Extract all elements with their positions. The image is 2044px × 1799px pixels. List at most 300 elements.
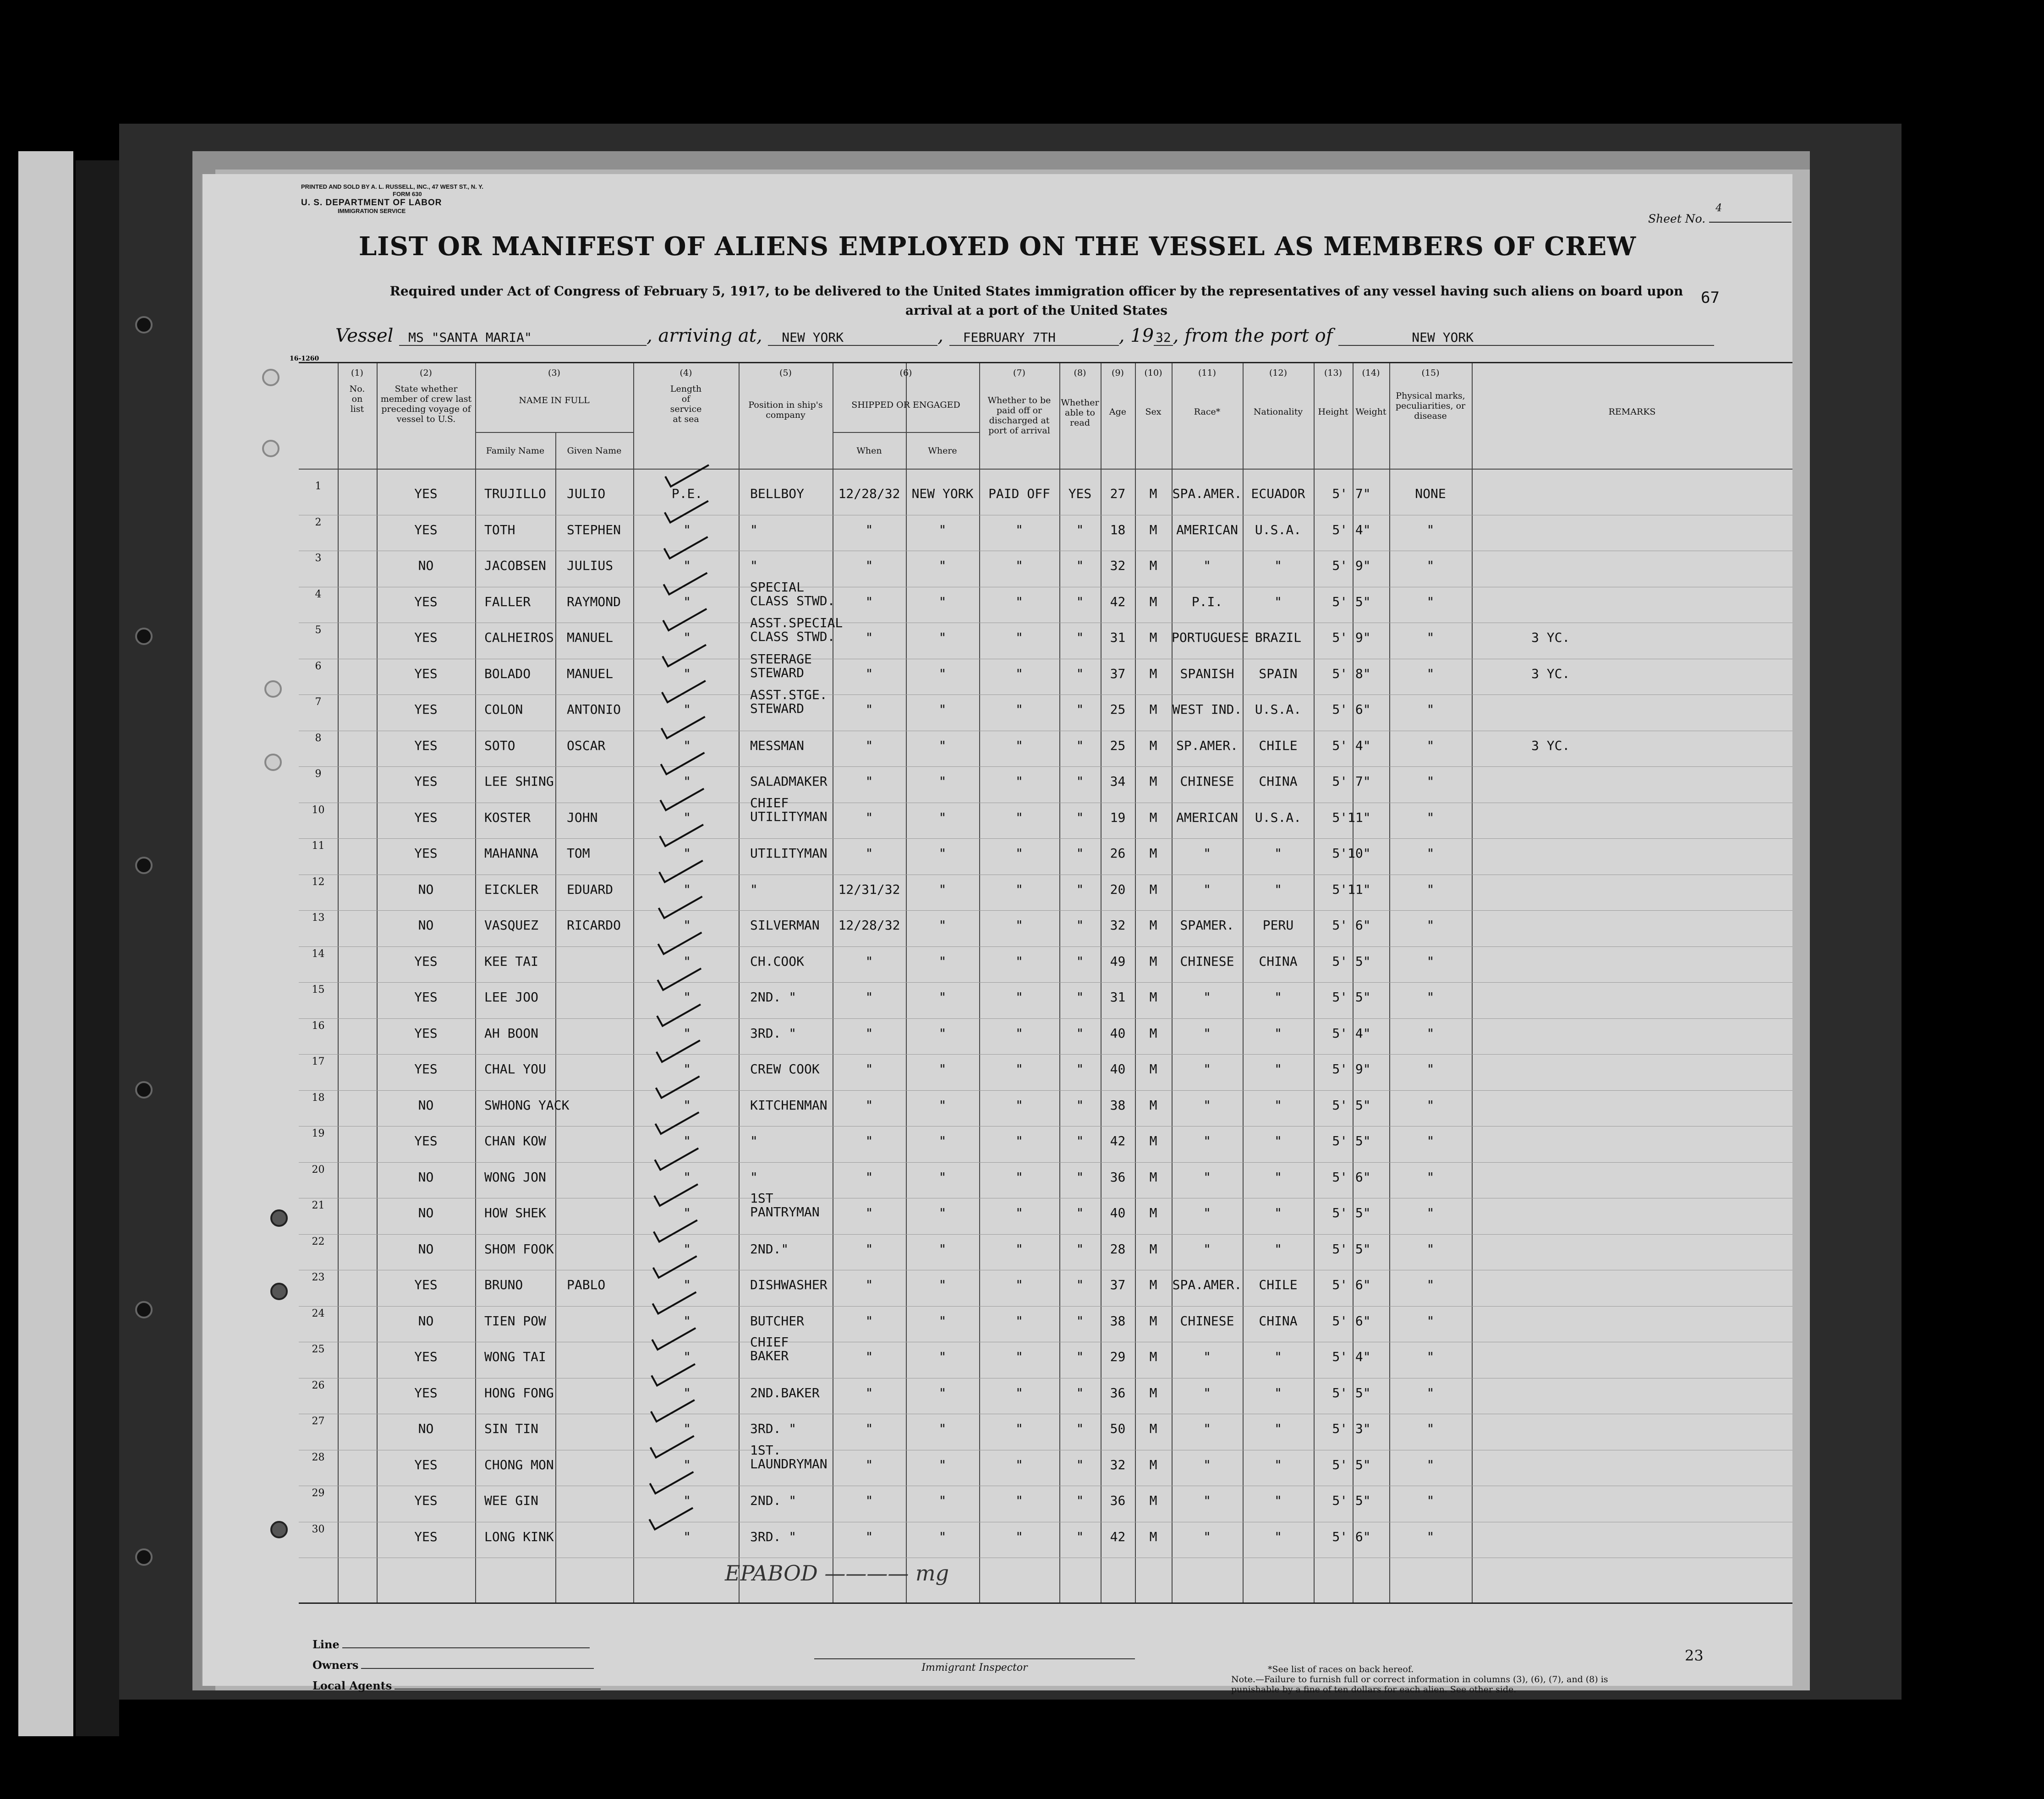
cell-given: MANUEL [567,630,614,645]
cell-age: 36 [1110,1493,1126,1508]
cell-height: 5'10" [1332,846,1371,861]
cell-service: " [683,1133,691,1148]
penalty-note: Note.—Failure to furnish full or correct information in columns (3), (6), (7), and (8) is punishable by a fine of ten dollars for each alien. See other side. [1231,1674,1608,1695]
cell-race: " [1203,1241,1211,1257]
tally-check [660,789,704,810]
cell-marks: " [1426,846,1435,861]
cell-family: VASQUEZ [484,918,539,933]
cell-read: " [1076,918,1084,933]
cell-family: BRUNO [484,1277,523,1292]
cell-prev: YES [414,990,438,1005]
form-code: 16-1260 [290,355,319,362]
cell-where: " [938,1098,947,1113]
cell-read: " [1076,1385,1084,1400]
cell-nat: " [1274,990,1282,1005]
cell-read: " [1076,1277,1084,1292]
cell-sex: M [1149,954,1157,969]
cell-where: " [938,1313,947,1329]
cell-service: " [683,1061,691,1077]
cell-prev: NO [418,1205,434,1220]
cell-family: CHAN KOW [484,1133,546,1148]
cell-height: 5' 4" [1332,738,1371,753]
cell-no: 29 [312,1487,325,1499]
cell-read: " [1076,630,1084,645]
tally-check [663,645,706,667]
cell-height: 5' 4" [1332,1349,1371,1364]
cell-service: " [683,1529,691,1544]
cell-race: SPAMER. [1180,918,1234,933]
header-c9_num: (9) [1112,368,1124,378]
cell-sex: M [1149,918,1157,933]
cell-given: EDUARD [567,882,614,897]
cell-marks: " [1426,1277,1435,1292]
cell-no: 1 [315,481,322,492]
cell-paid: " [1015,1241,1023,1257]
cell-paid: " [1015,1421,1023,1436]
cell-when: " [865,774,873,789]
cell-height: 5'11" [1332,810,1371,825]
cell-paid: " [1015,1313,1023,1329]
cell-when: " [865,810,873,825]
cell-read: " [1076,1493,1084,1508]
form-number: FORM 630 [393,191,422,197]
header-c7_num: (7) [1013,368,1025,378]
cell-sex: M [1149,810,1157,825]
cell-service: " [683,1277,691,1292]
cell-age: 36 [1110,1385,1126,1400]
cell-nat: CHINA [1259,774,1298,789]
cell-no: 12 [312,876,325,888]
cell-paid: " [1015,1205,1023,1220]
cell-family: WONG TAI [484,1349,546,1364]
cell-paid: " [1015,1098,1023,1113]
header-c14_num: (14) [1362,368,1380,378]
handwritten-annotation: EPABOD ———— mg [725,1561,949,1586]
cell-family: TOTH [484,522,515,537]
cell-position: " [750,522,758,537]
cell-family: HOW SHEK [484,1205,546,1220]
cell-position: STEERAGE STEWARD [750,651,812,680]
cell-when: " [865,1349,873,1364]
cell-race: " [1203,1133,1211,1148]
cell-height: 5' 9" [1332,558,1371,573]
tally-check [653,1256,697,1278]
cell-family: CHAL YOU [484,1061,546,1077]
cell-marks: " [1426,558,1435,573]
cell-paid: " [1015,666,1023,681]
tally-check [664,537,708,558]
cell-given: TOM [567,846,590,861]
cell-where: " [938,1061,947,1077]
tally-checkmarks [203,174,1792,1686]
header-c14: Weight [1355,407,1386,417]
header-c1_num: (1) [351,368,363,378]
cell-when: " [865,1098,873,1113]
cell-marks: " [1426,774,1435,789]
cell-family: TRUJILLO [484,486,546,501]
cell-where: " [938,702,947,717]
cell-height: 5' 5" [1332,1493,1371,1508]
cell-nat: " [1274,1133,1282,1148]
cell-position: CHIEF BAKER [750,1334,789,1363]
cell-read: " [1076,558,1084,573]
cell-read: YES [1068,486,1092,501]
cell-given: RICARDO [567,918,621,933]
cell-nat: " [1274,846,1282,861]
cell-when: " [865,558,873,573]
cell-where: " [938,1205,947,1220]
cell-remarks: 3 YC. [1531,738,1570,753]
cell-height: 5' 7" [1332,774,1371,789]
cell-race: " [1203,1493,1211,1508]
cell-where: " [938,558,947,573]
from-label: , from the port of [1173,325,1333,346]
cell-age: 37 [1110,666,1126,681]
cell-race: SPA.AMER. [1172,486,1242,501]
cell-paid: " [1015,738,1023,753]
cell-position: " [750,1133,758,1148]
cell-given: JULIUS [567,558,614,573]
stamp-code: 67 [1701,289,1720,307]
cell-position: KITCHENMAN [750,1098,827,1113]
cell-service: " [683,1349,691,1364]
cell-read: " [1076,666,1084,681]
header-c3_num: (3) [548,368,560,378]
cell-family: WONG JON [484,1170,546,1185]
cell-where: " [938,1241,947,1257]
cell-nat: " [1274,1529,1282,1544]
cell-prev: YES [414,630,438,645]
cell-sex: M [1149,558,1157,573]
cell-age: 27 [1110,486,1126,501]
header-c12: Nationality [1253,407,1303,417]
cell-sex: M [1149,1349,1157,1364]
page-subtitle: Required under Act of Congress of February 5, 1917, to be delivered to the United States immigration officer by the representatives of any vessel having such aliens on board upon arrival at a port of the United States [389,284,1683,318]
cell-age: 38 [1110,1313,1126,1329]
cell-prev: YES [414,1529,438,1544]
cell-sex: M [1149,1421,1157,1436]
cell-sex: M [1149,1277,1157,1292]
cell-position: DISHWASHER [750,1277,827,1292]
cell-position: UTILITYMAN [750,846,827,861]
page-title: LIST OR MANIFEST OF ALIENS EMPLOYED ON THE VESSEL AS MEMBERS OF CREW [358,231,1637,262]
cell-service: " [683,954,691,969]
cell-where: " [938,1026,947,1041]
header-c5_num: (5) [779,368,792,378]
header-c6a: When [856,446,882,456]
tally-check [662,717,705,738]
cell-marks: " [1426,1457,1435,1472]
cell-race: " [1203,990,1211,1005]
cell-race: AMERICAN [1176,522,1238,537]
cell-no: 28 [312,1452,325,1463]
cell-when: " [865,1133,873,1148]
cell-paid: " [1015,702,1023,717]
service-name: IMMIGRATION SERVICE [338,208,406,214]
cell-no: 11 [312,840,325,852]
cell-position: BELLBOY [750,486,805,501]
cell-nat: " [1274,1349,1282,1364]
cell-given: PABLO [567,1277,606,1292]
cell-when: " [865,594,873,609]
cell-service: " [683,594,691,609]
header-c15_num: (15) [1421,368,1440,378]
cell-sex: M [1149,1313,1157,1329]
cell-height: 5' 4" [1332,522,1371,537]
cell-read: " [1076,990,1084,1005]
cell-family: WEE GIN [484,1493,539,1508]
year-prefix: , 19 [1118,325,1154,346]
cell-marks: " [1426,630,1435,645]
tally-check [658,933,701,954]
immigrant-inspector-signature: Immigrant Inspector [814,1658,1135,1673]
cell-sex: M [1149,1205,1157,1220]
cell-age: 18 [1110,522,1126,537]
cell-marks: " [1426,738,1435,753]
cell-prev: NO [418,1241,434,1257]
cell-when: " [865,990,873,1005]
cell-prev: YES [414,1061,438,1077]
tally-check [652,1328,696,1350]
cell-read: " [1076,810,1084,825]
cell-nat: " [1274,1205,1282,1220]
cell-no: 10 [312,804,325,816]
cell-age: 49 [1110,954,1126,969]
header-c7: Whether to be paid off or discharged at port of arrival [987,395,1051,436]
cell-age: 28 [1110,1241,1126,1257]
header-c4_num: (4) [680,368,692,378]
cell-service: " [683,1385,691,1400]
agents-field [395,1689,601,1690]
cell-race: P.I. [1191,594,1223,609]
cell-family: HONG FONG [484,1385,554,1400]
cell-prev: YES [414,810,438,825]
cell-position: 3RD. " [750,1421,797,1436]
cell-prev: YES [414,486,438,501]
cell-age: 25 [1110,738,1126,753]
cell-age: 36 [1110,1170,1126,1185]
cell-sex: M [1149,882,1157,897]
cell-race: SPANISH [1180,666,1234,681]
cell-no: 13 [312,912,325,924]
cell-age: 40 [1110,1061,1126,1077]
cell-no: 7 [315,696,322,708]
cell-prev: NO [418,558,434,573]
cell-no: 20 [312,1164,325,1176]
binder-hole [135,628,153,645]
cell-height: 5' 5" [1332,954,1371,969]
cell-paid: " [1015,1061,1023,1077]
cell-where: " [938,666,947,681]
header-c13: Height [1318,407,1348,417]
cell-position: MESSMAN [750,738,805,753]
cell-paid: " [1015,594,1023,609]
cell-service: " [683,774,691,789]
cell-position: SALADMAKER [750,774,827,789]
cell-prev: YES [414,522,438,537]
cell-where: " [938,1529,947,1544]
cell-race: " [1203,1026,1211,1041]
cell-where: " [938,594,947,609]
tally-check [655,1112,699,1134]
cell-paid: " [1015,1133,1023,1148]
cell-when: " [865,1205,873,1220]
cell-where: " [938,1385,947,1400]
header-c15: Physical marks, peculiarities, or disease [1395,391,1466,421]
cell-when: " [865,1313,873,1329]
cell-given: STEPHEN [567,522,621,537]
cell-marks: " [1426,882,1435,897]
cell-nat: CHINA [1259,954,1298,969]
sheet-number-value: 4 [1715,202,1722,214]
cell-prev: YES [414,738,438,753]
cell-paid: " [1015,954,1023,969]
cell-sex: M [1149,1385,1157,1400]
cell-no: 27 [312,1416,325,1427]
cell-paid: " [1015,918,1023,933]
cell-race: " [1203,1205,1211,1220]
cell-nat: U.S.A. [1255,702,1302,717]
cell-no: 9 [315,768,322,780]
tally-check [665,501,708,523]
cell-age: 25 [1110,702,1126,717]
cell-where: " [938,1421,947,1436]
cell-marks: " [1426,522,1435,537]
cell-marks: " [1426,810,1435,825]
cell-paid: " [1015,522,1023,537]
tally-check [654,1220,697,1242]
tally-check [656,1077,700,1098]
cell-where: " [938,990,947,1005]
cell-no: 5 [315,624,322,636]
tally-check [649,1508,693,1530]
cell-family: TIEN POW [484,1313,546,1329]
cell-where: " [938,522,947,537]
cell-read: " [1076,702,1084,717]
cell-family: AH BOON [484,1026,539,1041]
cell-age: 34 [1110,774,1126,789]
cell-marks: " [1426,702,1435,717]
cell-prev: NO [418,1170,434,1185]
line-label: Line [312,1638,340,1651]
cell-paid: " [1015,990,1023,1005]
corner-number: 23 [1685,1647,1704,1664]
cell-read: " [1076,1457,1084,1472]
cell-paid: " [1015,558,1023,573]
arriving-port: NEW YORK [768,330,937,346]
cell-age: 50 [1110,1421,1126,1436]
cell-nat: " [1274,1098,1282,1113]
cell-prev: NO [418,1098,434,1113]
cell-read: " [1076,1205,1084,1220]
cell-read: " [1076,774,1084,789]
cell-age: 37 [1110,1277,1126,1292]
cell-where: " [938,1170,947,1185]
cell-height: 5' 5" [1332,1385,1371,1400]
cell-read: " [1076,594,1084,609]
cell-height: 5' 6" [1332,1313,1371,1329]
cell-paid: " [1015,846,1023,861]
cell-no: 21 [312,1200,325,1211]
header-c13_num: (13) [1324,368,1342,378]
cell-read: " [1076,1026,1084,1041]
cell-sex: M [1149,1170,1157,1185]
cell-no: 24 [312,1308,325,1319]
cell-height: 5' 7" [1332,486,1371,501]
cell-service: " [683,810,691,825]
cell-when: " [865,1493,873,1508]
cell-race: " [1203,558,1211,573]
header-c2_num: (2) [420,368,432,378]
cell-marks: NONE [1415,486,1446,501]
cell-family: CALHEIROS [484,630,554,645]
cell-nat: " [1274,1241,1282,1257]
cell-height: 5' 3" [1332,1421,1371,1436]
cell-marks: " [1426,918,1435,933]
cell-position: " [750,558,758,573]
cell-no: 17 [312,1056,325,1067]
cell-read: " [1076,738,1084,753]
cell-height: 5' 8" [1332,666,1371,681]
department-name: U. S. DEPARTMENT OF LABOR [301,198,442,208]
cell-prev: YES [414,1385,438,1400]
cell-paid: " [1015,630,1023,645]
binder-hole [135,857,153,874]
cell-race: PORTUGUESE [1172,630,1249,645]
cell-marks: " [1426,1205,1435,1220]
cell-race: " [1203,1098,1211,1113]
cell-marks: " [1426,666,1435,681]
tally-check [652,1364,695,1386]
cell-where: " [938,810,947,825]
cell-race: CHINESE [1180,774,1234,789]
cell-nat: CHILE [1259,738,1298,753]
cell-where: " [938,738,947,753]
binder-hole [135,316,153,334]
cell-marks: " [1426,1133,1435,1148]
cell-when: " [865,1421,873,1436]
header-c3b: Given Name [567,446,622,456]
arrival-date: FEBRUARY 7TH [949,330,1119,346]
cell-paid: " [1015,1493,1023,1508]
cell-family: LEE SHING [484,774,554,789]
header-c6b: Where [928,446,957,456]
cell-paid: PAID OFF [988,486,1050,501]
cell-position: CH.COOK [750,954,805,969]
cell-sex: M [1149,1457,1157,1472]
cell-family: SOTO [484,738,515,753]
cell-height: 5' 5" [1332,1205,1371,1220]
cell-given: RAYMOND [567,594,621,609]
cell-service: " [683,918,691,933]
cell-where: " [938,882,947,897]
cell-marks: " [1426,594,1435,609]
cell-when: " [865,954,873,969]
cell-when: " [865,702,873,717]
cell-sex: M [1149,1061,1157,1077]
cell-height: 5' 6" [1332,918,1371,933]
cell-nat: " [1274,1457,1282,1472]
cell-where: " [938,1457,947,1472]
cell-family: SWHONG YACK [484,1098,570,1113]
cell-sex: M [1149,594,1157,609]
cell-race: WEST IND. [1172,702,1242,717]
cell-prev: YES [414,846,438,861]
cell-sex: M [1149,702,1157,717]
cell-service: " [683,990,691,1005]
cell-prev: YES [414,666,438,681]
cell-nat: " [1274,1170,1282,1185]
